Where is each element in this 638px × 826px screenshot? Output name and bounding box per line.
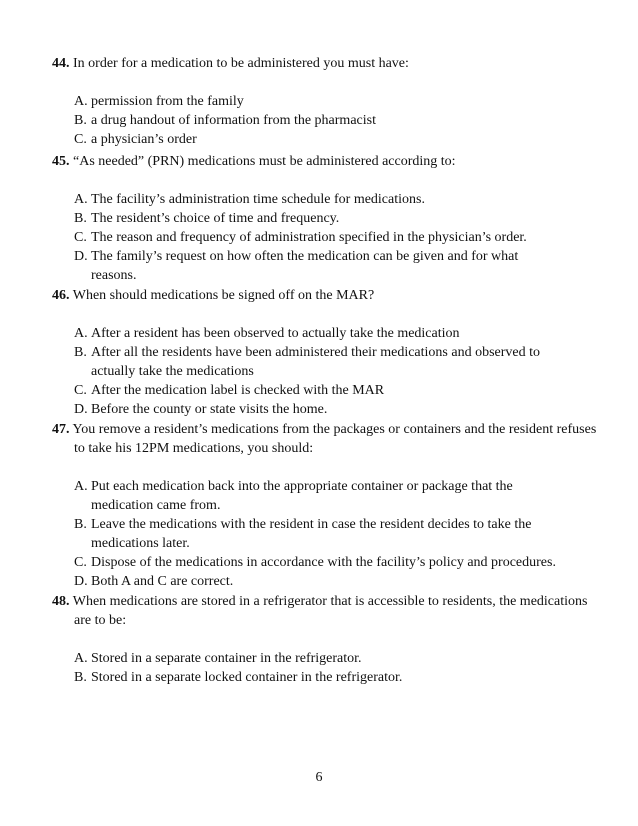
option-list: [52, 649, 602, 687]
option-item: [74, 477, 561, 515]
option-letter: C.: [74, 383, 87, 398]
option-text: permission from the family: [91, 94, 244, 109]
option-list: [52, 190, 602, 285]
option-letter: B.: [74, 113, 87, 128]
option-list: [52, 477, 602, 591]
question-number: 44.: [52, 56, 70, 71]
option-item: [74, 668, 602, 687]
question-46: [52, 286, 602, 419]
option-letter: D.: [74, 402, 88, 417]
question-text: In order for a medication to be administered you must have:: [73, 56, 409, 71]
option-text: Stored in a separate locked container in the refrigerator.: [91, 670, 403, 685]
option-text: After the medication label is checked with the MAR: [91, 383, 385, 398]
question-number: 47.: [52, 422, 70, 437]
page-number: 6: [315, 770, 323, 785]
question-47: [52, 420, 602, 591]
option-item: [74, 553, 621, 572]
question-text: You remove a resident’s medications from the packages or containers and the resident refuses to take his 12PM medications, you should:: [72, 422, 597, 456]
option-letter: B.: [74, 517, 87, 532]
question-text: When medications are stored in a refrigerator that is accessible to residents, the medications are to be:: [72, 594, 588, 628]
question-stem: [52, 420, 609, 458]
option-text: After all the residents have been administered their medications and observed to actually take the medications: [91, 345, 541, 379]
option-letter: C.: [74, 132, 87, 147]
option-text: After a resident has been observed to actually take the medication: [91, 326, 460, 341]
question-stem: [52, 592, 594, 630]
question-number: 48.: [52, 594, 70, 609]
option-text: Both A and C are correct.: [91, 574, 234, 589]
option-item: [74, 247, 561, 285]
option-letter: A.: [74, 94, 88, 109]
option-letter: A.: [74, 192, 88, 207]
option-item: [74, 111, 602, 130]
option-item: [74, 209, 602, 228]
option-letter: A.: [74, 326, 88, 341]
option-item: [74, 324, 602, 343]
option-item: [74, 343, 581, 381]
option-letter: B.: [74, 211, 87, 226]
option-letter: A.: [74, 479, 88, 494]
question-number: 45.: [52, 154, 70, 169]
question-stem: [52, 152, 602, 171]
option-item: [74, 228, 602, 247]
option-letter: B.: [74, 345, 87, 360]
option-letter: D.: [74, 249, 88, 264]
option-text: Dispose of the medications in accordance with the facility’s policy and procedures.: [91, 555, 556, 570]
option-text: Before the county or state visits the home.: [91, 402, 328, 417]
option-letter: C.: [74, 230, 87, 245]
option-item: [74, 381, 602, 400]
option-item: [74, 190, 602, 209]
option-item: [74, 515, 571, 553]
option-text: a drug handout of information from the pharmacist: [91, 113, 376, 128]
question-44: [52, 54, 602, 149]
option-text: The facility’s administration time schedule for medications.: [91, 192, 425, 207]
option-item: [74, 400, 602, 419]
option-list: [52, 92, 602, 149]
option-item: [74, 130, 602, 149]
option-text: The family’s request on how often the medication can be given and for what reasons.: [91, 249, 519, 283]
question-number: 46.: [52, 288, 70, 303]
option-text: The resident’s choice of time and frequency.: [91, 211, 340, 226]
question-stem: [52, 54, 602, 73]
option-list: [52, 324, 602, 419]
option-letter: A.: [74, 651, 88, 666]
question-45: [52, 152, 602, 285]
option-letter: B.: [74, 670, 87, 685]
option-item: [74, 92, 602, 111]
option-letter: D.: [74, 574, 88, 589]
option-item: [74, 649, 602, 668]
question-text: “As needed” (PRN) medications must be administered according to:: [73, 154, 456, 169]
option-text: a physician’s order: [91, 132, 197, 147]
option-text: The reason and frequency of administration specified in the physician’s order.: [91, 230, 527, 245]
option-item: [74, 572, 602, 591]
question-text: When should medications be signed off on the MAR?: [72, 288, 375, 303]
option-text: Leave the medications with the resident in case the resident decides to take the medications later.: [91, 517, 532, 551]
option-text: Stored in a separate container in the refrigerator.: [91, 651, 362, 666]
option-text: Put each medication back into the appropriate container or package that the medication came from.: [91, 479, 513, 513]
question-stem: [52, 286, 602, 305]
option-letter: C.: [74, 555, 87, 570]
question-48: [52, 592, 602, 687]
